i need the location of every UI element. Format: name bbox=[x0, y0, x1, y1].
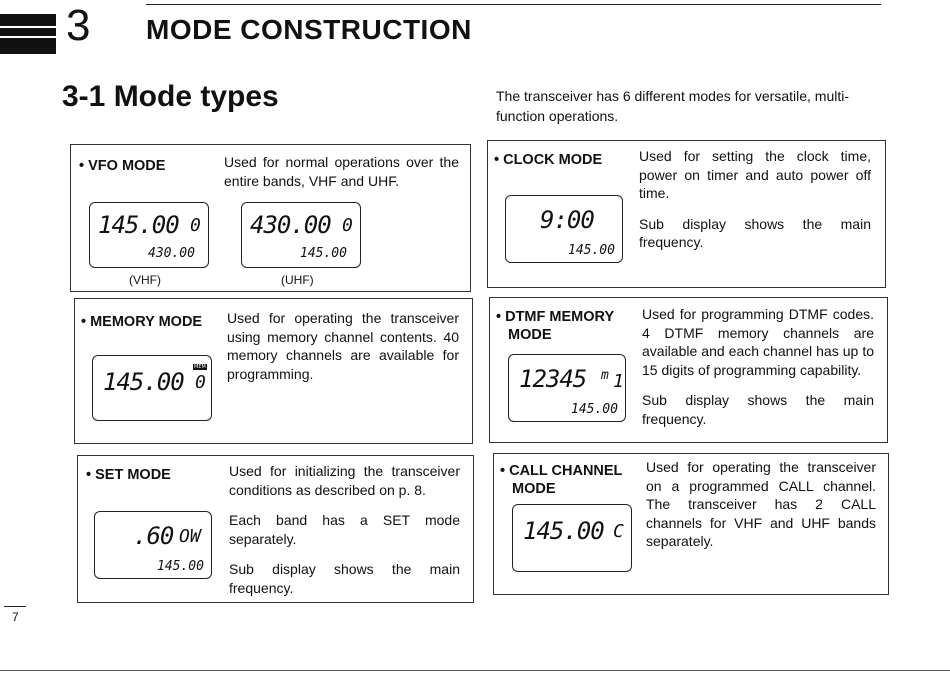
set-mode-box bbox=[77, 455, 474, 603]
memory-mode-box bbox=[74, 298, 473, 444]
page-number-rule bbox=[4, 606, 26, 607]
lcd-display bbox=[92, 355, 212, 421]
lcd-channel-readout: 0 bbox=[342, 215, 353, 236]
mode-description: Used for setting the clock time, power on timer and auto power off time. Sub display shows the main frequency. bbox=[639, 148, 871, 250]
lcd-channel-readout: 1 bbox=[613, 371, 624, 392]
memory-badge: MEM bbox=[194, 364, 206, 370]
bottom-rule bbox=[0, 670, 950, 671]
chapter-tab bbox=[0, 14, 56, 54]
call-channel-mode-box bbox=[493, 453, 889, 595]
header-rule bbox=[146, 4, 881, 5]
lcd-sub-readout: 145.00 bbox=[568, 243, 615, 258]
lcd-option-readout: OW bbox=[179, 526, 201, 547]
mode-description: Used for normal operations over the entire bands, VHF and UHF. bbox=[224, 154, 459, 189]
lcd-display bbox=[94, 511, 212, 579]
section-title: 3-1 Mode types bbox=[62, 80, 279, 113]
lcd-main-readout: 430.00 bbox=[250, 211, 331, 239]
dtmf-memory-mode-box bbox=[489, 297, 888, 443]
mode-name: • CLOCK MODE bbox=[494, 152, 603, 168]
lcd-display bbox=[89, 202, 209, 268]
clock-mode-box bbox=[487, 140, 886, 288]
lcd-main-readout: 145.00 bbox=[98, 211, 179, 239]
chapter-title: MODE CONSTRUCTION bbox=[146, 14, 472, 45]
lcd-indicator-readout: m bbox=[601, 368, 609, 383]
mode-description: Used for operating the transceiver on a programmed CALL channel. The transceiver has 2 CALL channels for VHF and UHF bands separately. bbox=[646, 459, 876, 549]
section-intro: The transceiver has 6 different modes for versatile, multi-function operations. bbox=[496, 88, 850, 124]
mode-description: Used for initializing the transceiver conditions as described on p. 8. Each band has a SET mode separately. Sub display shows the main frequency. bbox=[229, 463, 460, 596]
mode-name: • DTMF MEMORY MODE bbox=[496, 309, 615, 343]
mode-name: • CALL CHANNEL MODE bbox=[500, 463, 623, 497]
lcd-main-readout: 12345 bbox=[519, 365, 587, 393]
mode-name: • SET MODE bbox=[86, 467, 171, 483]
mode-description: Used for operating the transceiver using memory channel contents. 40 memory channels are available for programming. bbox=[227, 310, 459, 382]
lcd-display bbox=[508, 354, 626, 422]
lcd-main-readout: 145.00 bbox=[103, 368, 184, 396]
lcd-display bbox=[512, 504, 632, 572]
lcd-sub-readout: 430.00 bbox=[148, 246, 195, 261]
lcd-sub-readout: 145.00 bbox=[571, 402, 618, 417]
display-caption: (UHF) bbox=[281, 273, 314, 287]
lcd-main-readout: 145.00 bbox=[523, 517, 604, 545]
lcd-display bbox=[241, 202, 361, 268]
lcd-channel-readout: 0 bbox=[195, 372, 206, 393]
mode-name: • VFO MODE bbox=[79, 158, 166, 174]
vfo-mode-box bbox=[70, 144, 471, 292]
page-number: 7 bbox=[12, 610, 19, 624]
lcd-display bbox=[505, 195, 623, 263]
lcd-sub-readout: 145.00 bbox=[157, 559, 204, 574]
mode-name: • MEMORY MODE bbox=[81, 314, 203, 330]
chapter-number: 3 bbox=[66, 1, 91, 50]
lcd-channel-readout: 0 bbox=[190, 215, 201, 236]
lcd-main-readout: 9:00 bbox=[540, 206, 594, 234]
lcd-sub-readout: 145.00 bbox=[300, 246, 347, 261]
lcd-main-readout: .60 bbox=[133, 522, 174, 550]
display-caption: (VHF) bbox=[129, 273, 161, 287]
mode-description: Used for programming DTMF codes. 4 DTMF memory channels are available and each channel has up to 15 digits of programming capability. Sub display shows the main frequency. bbox=[642, 306, 874, 427]
lcd-channel-readout: C bbox=[613, 521, 624, 542]
